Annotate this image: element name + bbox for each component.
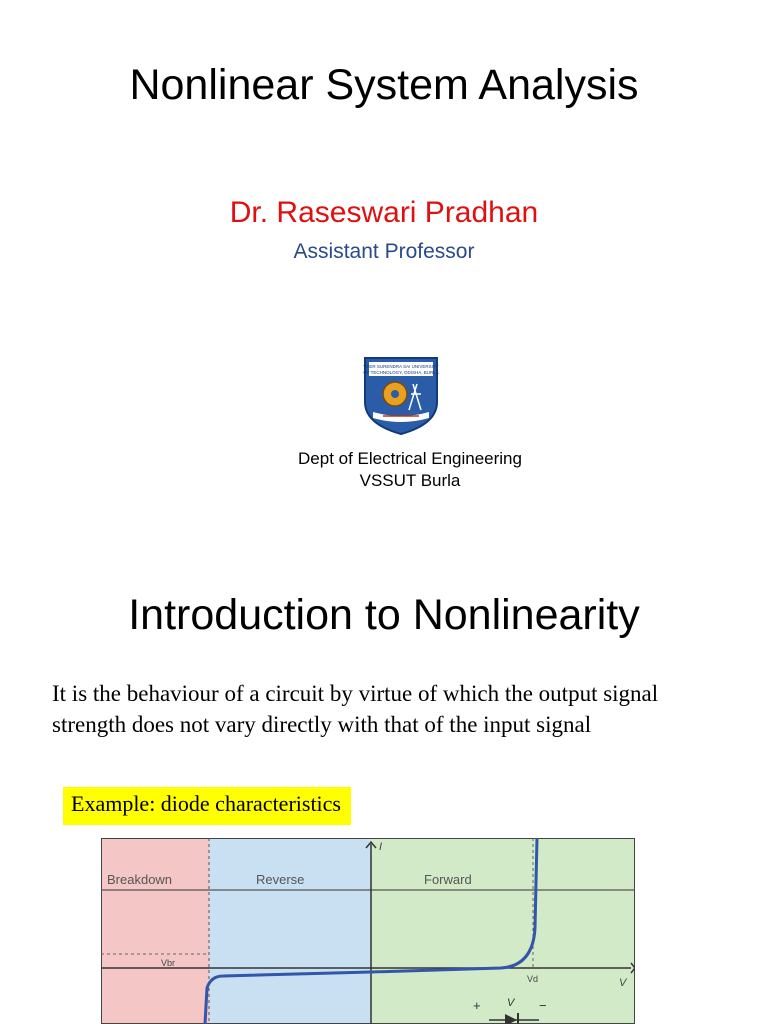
- reverse-label: Reverse: [256, 872, 305, 887]
- vd-label: Vd: [527, 974, 539, 984]
- breakdown-label: Breakdown: [107, 872, 173, 887]
- intro-paragraph: [52, 678, 752, 740]
- svg-text:OF TECHNOLOGY, ODISHA, BURLA: OF TECHNOLOGY, ODISHA, BURLA: [363, 370, 439, 375]
- intro-line-2: strength does not vary directly with that of the input signal: [52, 712, 592, 737]
- author-name: Dr. Raseswari Pradhan: [229, 196, 539, 229]
- example-label: Example: diode characteristics: [63, 787, 351, 825]
- diode-characteristics-chart: [101, 838, 635, 1024]
- department-name: Dept of Electrical Engineering: [298, 449, 522, 468]
- intro-line-1: It is the behaviour of a circuit by virtue of which the output signal: [52, 681, 659, 706]
- department-block: [0, 448, 768, 492]
- forward-region: [371, 838, 635, 1024]
- content-slide: [0, 560, 768, 1024]
- slide-title: Introduction to Nonlinearity: [128, 591, 640, 639]
- reverse-region: [209, 838, 371, 1024]
- university-emblem-icon: [359, 354, 443, 436]
- plus-sign: +: [473, 998, 481, 1013]
- slide-title: Nonlinear System Analysis: [129, 61, 639, 109]
- v-label: V: [507, 997, 515, 1009]
- institution-name: VSSUT Burla: [359, 471, 461, 490]
- minus-sign: −: [539, 998, 547, 1013]
- forward-label: Forward: [424, 872, 472, 887]
- breakdown-region: [101, 838, 209, 1024]
- y-axis-label: I: [379, 841, 383, 853]
- vbr-label: Vbr: [161, 958, 176, 968]
- author-role: Assistant Professor: [293, 240, 475, 263]
- x-axis-label: V: [619, 977, 627, 989]
- svg-text:VEER SURENDRA SAI UNIVERSITY: VEER SURENDRA SAI UNIVERSITY: [363, 364, 439, 369]
